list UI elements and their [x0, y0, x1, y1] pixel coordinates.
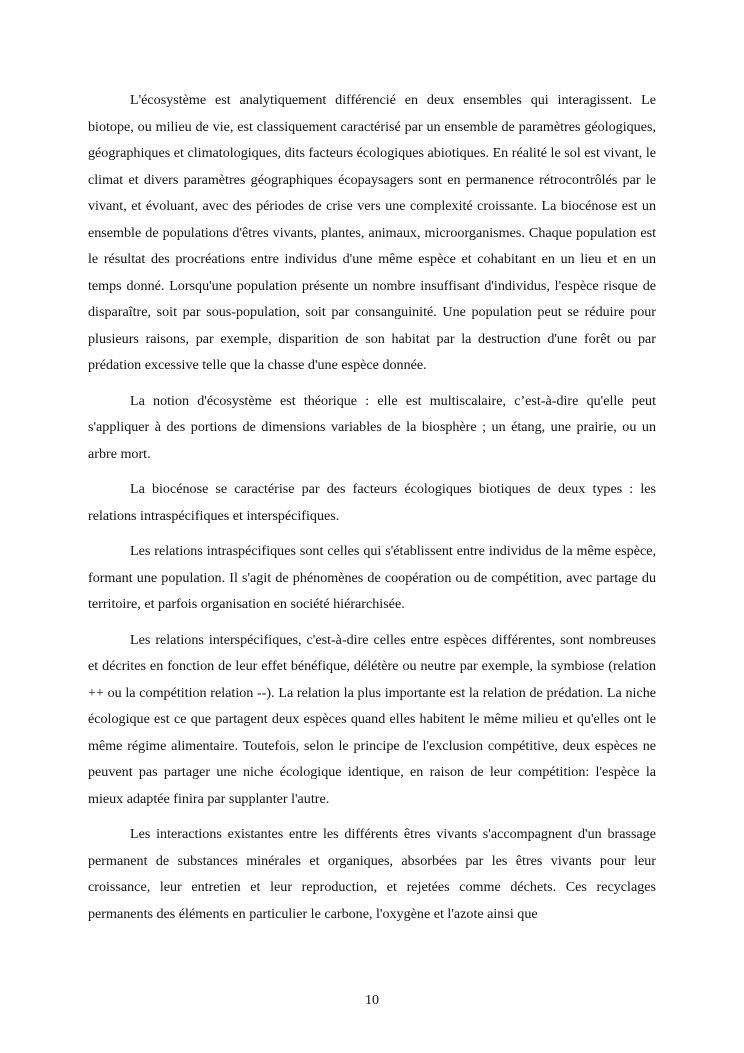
page-number: 10	[364, 992, 380, 1008]
paragraph-biocenose: La biocénose se caractérise par des facteurs écologiques biotiques de deux types : les relations intraspécifiques et interspécifiques.	[88, 481, 656, 524]
paragraph-notion: La notion d'écosystème est théorique : elle est multiscalaire, c’est-à-dire qu'elle peut s'appliquer à des portions de dimensions variables de la biosphère ; un étang, une prairie, ou un arbre mort.	[88, 392, 656, 462]
paragraph-interspecifiques: Les relations interspécifiques, c'est-à-dire celles entre espèces différentes, sont nombreuses et décrites en fonction de leur effet bénéfique, délétère ou neutre par exemple, la symbiose (relation ++ ou la compétition relation --). La relation la plus importante est la relation de prédation. La niche écologique est ce que partagent deux espèces quand elles habitent le même milieu et qu'elles ont le même régime alimentaire. Toutefois, selon le principe de l'exclusion compétitive, deux espèces ne peuvent pas partager une niche écologique identique, en raison de leur compétition: l'espèce la mieux adaptée finira par supplanter l'autre.	[88, 631, 656, 807]
paragraph-interactions: Les interactions existantes entre les différents êtres vivants s'accompagnent d'un brassage permanent de substances minérales et organiques, absorbées par les êtres vivants pour leur croissance, leur entretien et leur reproduction, et rejetées comme déchets. Ces recyclages permanents des éléments en particulier le carbone, l'oxygène et l'azote ainsi que	[88, 826, 656, 922]
paragraph-ecosysteme: L'écosystème est analytiquement différencié en deux ensembles qui interagissent. Le biotope, ou milieu de vie, est classiquement caractérisé par un ensemble de paramètres géologiques, géographiques et climatologiques, dits facteurs écologiques abiotiques. En réalité le sol est vivant, le climat et divers paramètres géographiques écopaysagers sont en permanence rétrocontrôlés par le vivant, et évoluant, avec des périodes de crise vers une complexité croissante. La biocénose est un ensemble de populations d'êtres vivants, plantes, animaux, microorganismes. Chaque population est le résultat des procréations entre individus d'une même espèce et cohabitant en un lieu et en un temps donné. Lorsqu'une population présente un nombre insuffisant d'individus, l'espèce risque de disparaître, soit par sous-population, soit par consanguinité. Une population peut se réduire pour plusieurs raisons, par exemple, disparition de son habitat par la destruction d'une forêt ou par prédation excessive telle que la chasse d'une espèce donnée.	[88, 92, 656, 373]
paragraph-intraspecifiques: Les relations intraspécifiques sont celles qui s'établissent entre individus de la même espèce, formant une population. Il s'agit de phénomènes de coopération ou de compétition, avec partage du territoire, et parfois organisation en société hiérarchisée.	[88, 543, 656, 612]
body-text	[88, 87, 656, 936]
